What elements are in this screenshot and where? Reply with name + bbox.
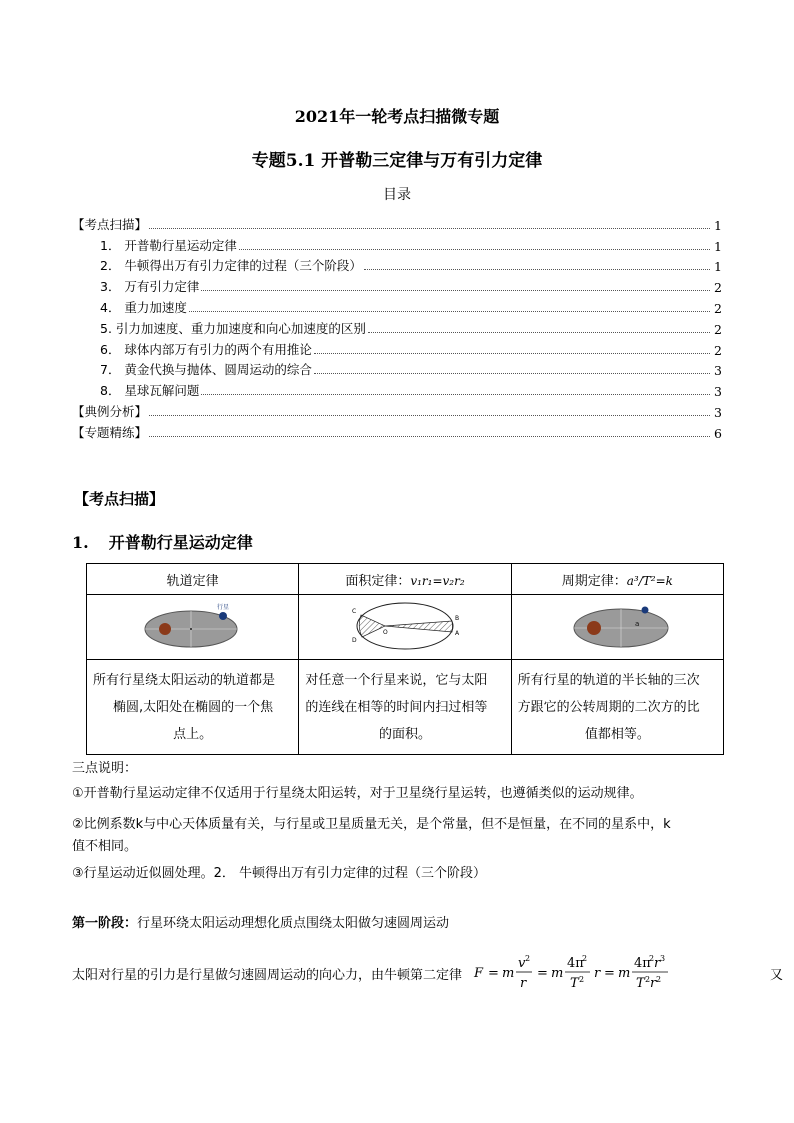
toc-entry-page: 1 bbox=[714, 238, 722, 254]
law3-formula: a³/T²=k bbox=[626, 573, 673, 588]
period-law-figure bbox=[517, 595, 717, 655]
sun-icon bbox=[587, 621, 601, 635]
svg-text:m: m bbox=[502, 966, 515, 981]
svg-text:2: 2 bbox=[649, 954, 655, 963]
toc-entry[interactable] bbox=[72, 212, 722, 233]
toc-entry[interactable] bbox=[72, 420, 722, 441]
svg-text:v: v bbox=[518, 956, 526, 971]
law3-header bbox=[511, 564, 723, 595]
svg-text:F: F bbox=[474, 966, 484, 981]
semi-major-axis-label: a bbox=[635, 620, 640, 628]
point-d-label: D bbox=[351, 637, 357, 644]
area-law-figure bbox=[305, 595, 505, 655]
toc-entry[interactable] bbox=[72, 274, 722, 295]
sun-icon bbox=[159, 623, 171, 635]
toc-entry-label: 6． 球体内部万有引力的两个有用推论 bbox=[100, 341, 312, 357]
point-a-label: A bbox=[454, 630, 460, 637]
toc-entry[interactable] bbox=[72, 316, 722, 337]
svg-text:r: r bbox=[650, 976, 657, 991]
point-o-label: O bbox=[382, 629, 388, 636]
document-title: 2021年一轮考点扫描微专题 bbox=[294, 107, 500, 126]
law1-title: 轨道定律 bbox=[166, 573, 219, 589]
notes-block bbox=[72, 758, 722, 888]
note-1: ①开普勒行星运动定律不仅适用于行星绕太阳运转，对于卫星绕行星运转，也遵循类似的运动规律。 bbox=[72, 786, 643, 801]
toc-entry-page: 3 bbox=[714, 363, 722, 379]
section-heading: 【考点扫描】 bbox=[74, 490, 165, 508]
note-2b: 值不相同。 bbox=[72, 839, 138, 854]
toc-entry-label: 1． 开普勒行星运动定律 bbox=[100, 237, 237, 253]
toc-entry-label: 5. 引力加速度、重力加速度和向心加速度的区别 bbox=[100, 320, 366, 336]
svg-text:m: m bbox=[618, 966, 631, 981]
law2-figure-cell bbox=[299, 595, 511, 660]
svg-text:r: r bbox=[594, 966, 601, 981]
phase-1 bbox=[72, 912, 449, 931]
newton-derivation-line bbox=[72, 954, 784, 992]
derivation-text: 太阳对行星的引力是行星做匀速圆周运动的向心力，由牛顿第二定律 bbox=[72, 968, 463, 983]
toc-entry-page: 1 bbox=[714, 259, 722, 275]
svg-text:2: 2 bbox=[579, 975, 585, 984]
toc-entry-page: 2 bbox=[714, 321, 722, 337]
svg-text:2: 2 bbox=[645, 975, 651, 984]
svg-text:T: T bbox=[636, 976, 645, 991]
toc-entry-page: 3 bbox=[714, 404, 722, 420]
notes-heading: 三点说明： bbox=[72, 761, 138, 776]
fig1-planet-label: 行星 bbox=[216, 604, 229, 611]
svg-text:=: = bbox=[537, 966, 548, 981]
law1-description: 所有行星绕太阳运动的轨道都是 椭圆,太阳处在椭圆的一个焦 点上。 bbox=[87, 660, 299, 755]
svg-text:r: r bbox=[520, 976, 527, 991]
toc-entry-label: 3． 万有引力定律 bbox=[100, 279, 200, 295]
note-2a: ②比例系数k与中心天体质量有关，与行星或卫星质量无关，是个常量，但不是恒量，在不同的星系中，k bbox=[72, 817, 671, 832]
law2-formula: v₁r₁=v₂r₂ bbox=[410, 573, 465, 588]
phase-1-text: 行星环绕太阳运动理想化质点围绕太阳做匀速圆周运动 bbox=[137, 916, 450, 931]
toc-entry-label: 2． 牛顿得出万有引力定律的过程（三个阶段） bbox=[100, 258, 362, 274]
law2-description: 对任意一个行星来说，它与太阳 的连线在相等的时间内扫过相等 的面积。 bbox=[299, 660, 511, 755]
toc-entry-label: 【典例分析】 bbox=[72, 403, 148, 419]
law2-title: 面积定律： bbox=[345, 573, 411, 589]
svg-text:2: 2 bbox=[525, 954, 531, 963]
toc-entry[interactable] bbox=[72, 337, 722, 358]
law1-header bbox=[87, 564, 299, 595]
subsection-number: 1. bbox=[72, 533, 89, 552]
svg-text:=: = bbox=[604, 966, 615, 981]
svg-text:2: 2 bbox=[656, 975, 662, 984]
toc-entry-label: 4． 重力加速度 bbox=[100, 299, 187, 315]
toc-entry[interactable] bbox=[72, 254, 722, 275]
toc-entry-label: 【考点扫描】 bbox=[72, 216, 148, 232]
law3-title: 周期定律： bbox=[561, 573, 627, 589]
svg-text:4π: 4π bbox=[634, 956, 651, 971]
toc-entry-page: 2 bbox=[714, 280, 722, 296]
svg-text:r: r bbox=[654, 956, 661, 971]
point-c-label: C bbox=[351, 608, 357, 615]
toc-entry-label: 【专题精练】 bbox=[72, 424, 148, 440]
toc-entry-page: 1 bbox=[714, 217, 722, 233]
toc-entry-label: 7． 黄金代换与抛体、圆周运动的综合 bbox=[100, 362, 312, 378]
toc-entry[interactable] bbox=[72, 378, 722, 399]
toc-entry[interactable] bbox=[72, 233, 722, 254]
swept-area-right bbox=[385, 621, 453, 632]
law3-figure-cell bbox=[511, 595, 723, 660]
toc-entry-page: 2 bbox=[714, 342, 722, 358]
swept-area-left bbox=[359, 615, 385, 637]
subsection-heading bbox=[72, 530, 253, 553]
note-3: ③行星运动近似圆处理。2． 牛顿得出万有引力定律的过程（三个阶段） bbox=[72, 866, 487, 881]
toc-entry[interactable] bbox=[72, 399, 722, 420]
toc-heading: 目录 bbox=[383, 187, 411, 203]
toc-entry-page: 3 bbox=[714, 384, 722, 400]
svg-text:m: m bbox=[551, 966, 564, 981]
point-b-label: B bbox=[454, 615, 460, 622]
toc-entry-label: 8． 星球瓦解问题 bbox=[100, 383, 200, 399]
derivation-tail: 又 bbox=[770, 968, 784, 983]
toc-entry-page: 2 bbox=[714, 300, 722, 316]
planet-icon bbox=[642, 607, 649, 614]
law3-description: 所有行星的轨道的半长轴的三次 方跟它的公转周期的二次方的比 值都相等。 bbox=[511, 660, 723, 755]
svg-text:=: = bbox=[488, 966, 499, 981]
svg-text:4π: 4π bbox=[567, 956, 584, 971]
document-subtitle: 专题5.1 开普勒三定律与万有引力定律 bbox=[251, 151, 543, 171]
law1-figure-cell bbox=[87, 595, 299, 660]
phase-1-label: 第一阶段： bbox=[72, 916, 138, 931]
svg-text:3: 3 bbox=[660, 954, 666, 963]
centripetal-force-formula bbox=[472, 950, 768, 996]
toc-entry[interactable] bbox=[72, 358, 722, 379]
table-of-contents bbox=[72, 212, 722, 441]
kepler-laws-table bbox=[86, 563, 724, 755]
subsection-title: 开普勒行星运动定律 bbox=[108, 533, 253, 552]
toc-entry[interactable] bbox=[72, 295, 722, 316]
orbit-law-figure bbox=[93, 595, 293, 655]
svg-text:2: 2 bbox=[582, 954, 588, 963]
planet-icon bbox=[219, 612, 227, 620]
svg-text:T: T bbox=[570, 976, 579, 991]
law2-header bbox=[299, 564, 511, 595]
toc-entry-page: 6 bbox=[714, 425, 722, 441]
